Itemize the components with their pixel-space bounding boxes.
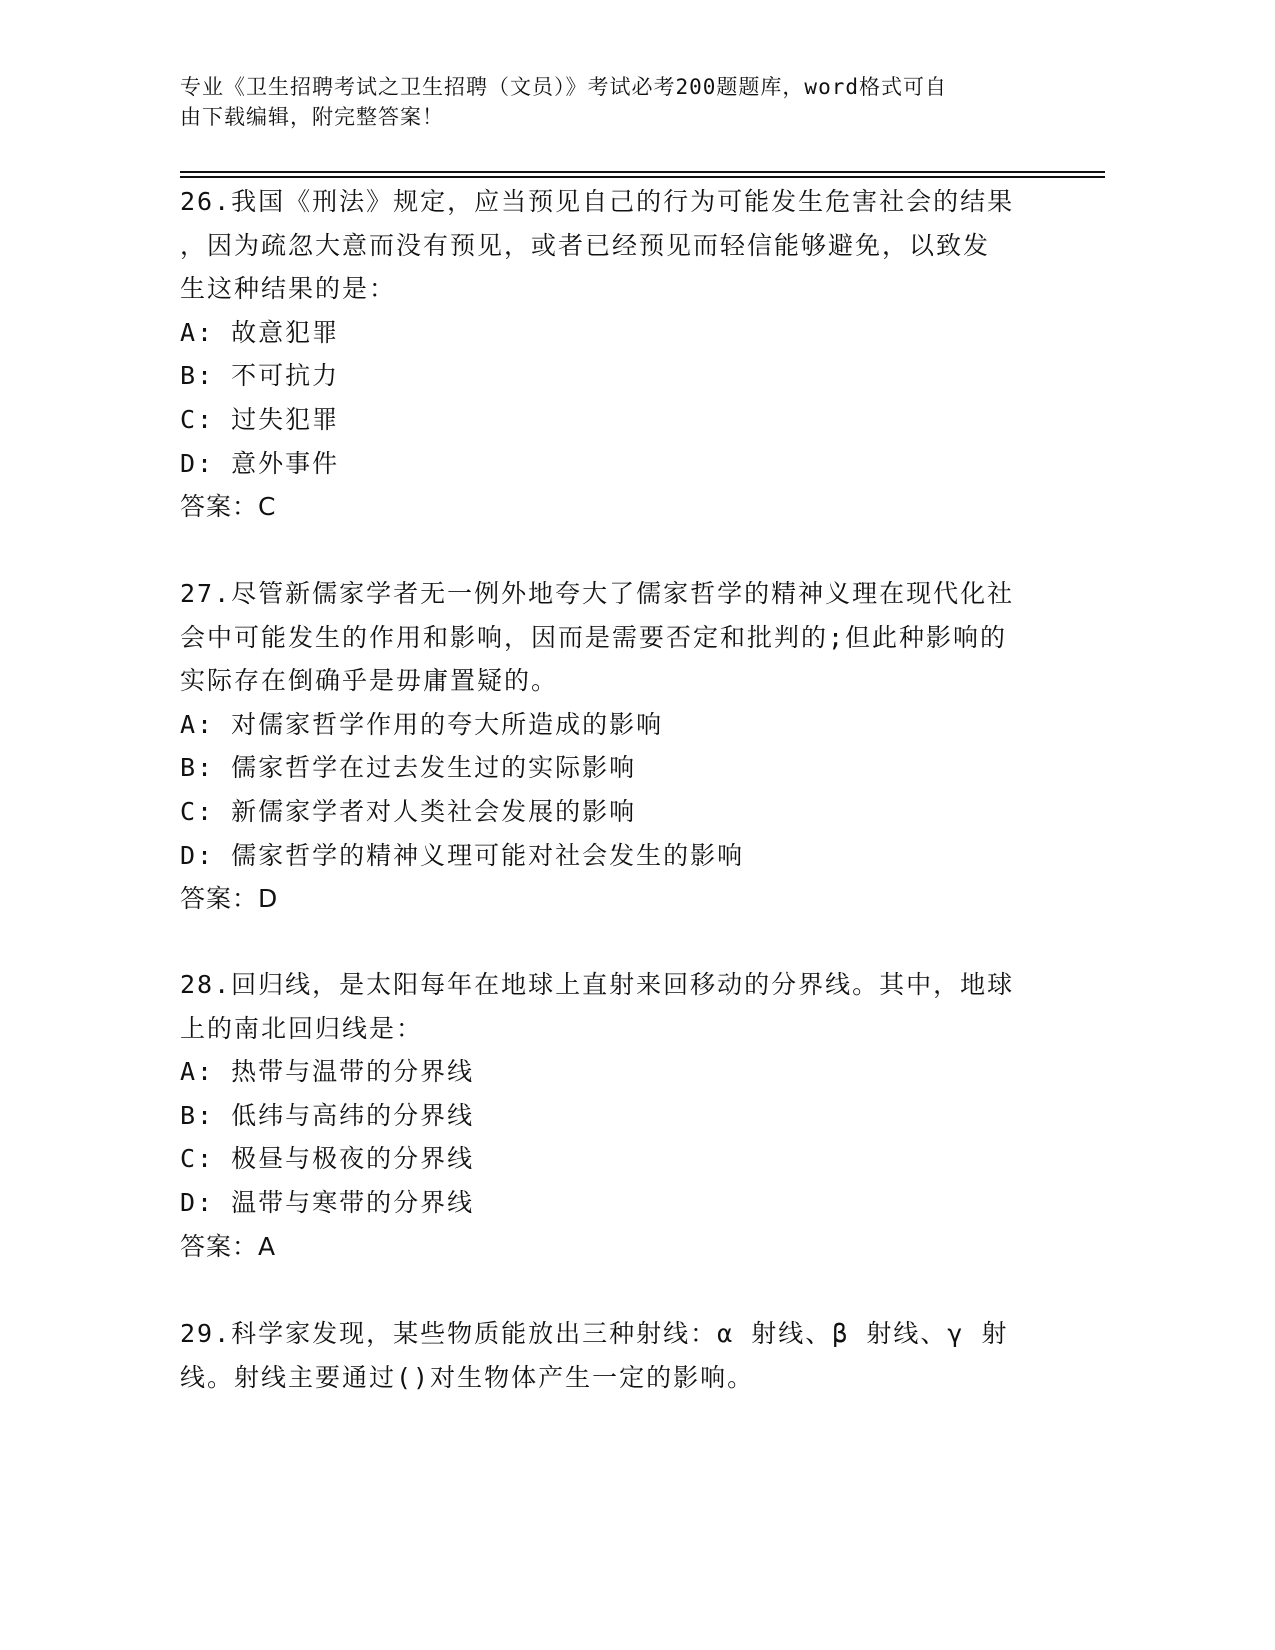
option-c: C: 极昼与极夜的分界线 bbox=[180, 1144, 475, 1174]
answer: 答案：A bbox=[180, 1231, 277, 1261]
question-stem: 线。射线主要通过()对生物体产生一定的影响。 bbox=[180, 1362, 755, 1392]
option-a: A: 热带与温带的分界线 bbox=[180, 1057, 475, 1087]
option-a: A: 对儒家哲学作用的夸大所造成的影响 bbox=[180, 709, 664, 739]
header-line: 由下载编辑，附完整答案！ bbox=[180, 105, 444, 129]
question-29 bbox=[180, 1312, 1060, 1399]
question-stem: 26.我国《刑法》规定，应当预见自己的行为可能发生危害社会的结果 bbox=[180, 187, 1015, 216]
option-d: D: 温带与寒带的分界线 bbox=[180, 1187, 475, 1217]
question-stem: 实际存在倒确乎是毋庸置疑的。 bbox=[180, 666, 559, 696]
answer: 答案：D bbox=[180, 884, 279, 914]
question-stem: 上的南北回归线是： bbox=[180, 1013, 424, 1043]
question-26 bbox=[180, 180, 1060, 529]
question-stem: 29.科学家发现，某些物质能放出三种射线：α 射线、β 射线、γ 射 bbox=[180, 1319, 1009, 1348]
option-b: B: 儒家哲学在过去发生过的实际影响 bbox=[180, 753, 637, 783]
question-stem: 28.回归线，是太阳每年在地球上直射来回移动的分界线。其中，地球 bbox=[180, 970, 1015, 999]
option-d: D: 意外事件 bbox=[180, 448, 340, 478]
question-27 bbox=[180, 572, 1060, 921]
header-line: 专业《卫生招聘考试之卫生招聘（文员）》考试必考200题题库，word格式可自 bbox=[180, 75, 947, 99]
question-28 bbox=[180, 963, 1060, 1268]
option-c: C: 新儒家学者对人类社会发展的影响 bbox=[180, 796, 637, 826]
option-b: B: 不可抗力 bbox=[180, 361, 340, 391]
document-header bbox=[180, 72, 1080, 132]
divider-rule bbox=[180, 171, 1105, 173]
option-c: C: 过失犯罪 bbox=[180, 404, 340, 434]
answer: 答案：C bbox=[180, 492, 277, 522]
question-stem: 会中可能发生的作用和影响，因而是需要否定和批判的;但此种影响的 bbox=[180, 622, 1008, 652]
question-stem: 27.尽管新儒家学者无一例外地夸大了儒家哲学的精神义理在现代化社 bbox=[180, 579, 1015, 608]
option-b: B: 低纬与高纬的分界线 bbox=[180, 1100, 475, 1130]
question-stem: 生这种结果的是： bbox=[180, 274, 397, 304]
option-d: D: 儒家哲学的精神义理可能对社会发生的影响 bbox=[180, 840, 745, 870]
divider-rule bbox=[180, 176, 1105, 178]
question-stem: ，因为疏忽大意而没有预见，或者已经预见而轻信能够避免，以致发 bbox=[180, 230, 991, 260]
option-a: A: 故意犯罪 bbox=[180, 317, 340, 347]
